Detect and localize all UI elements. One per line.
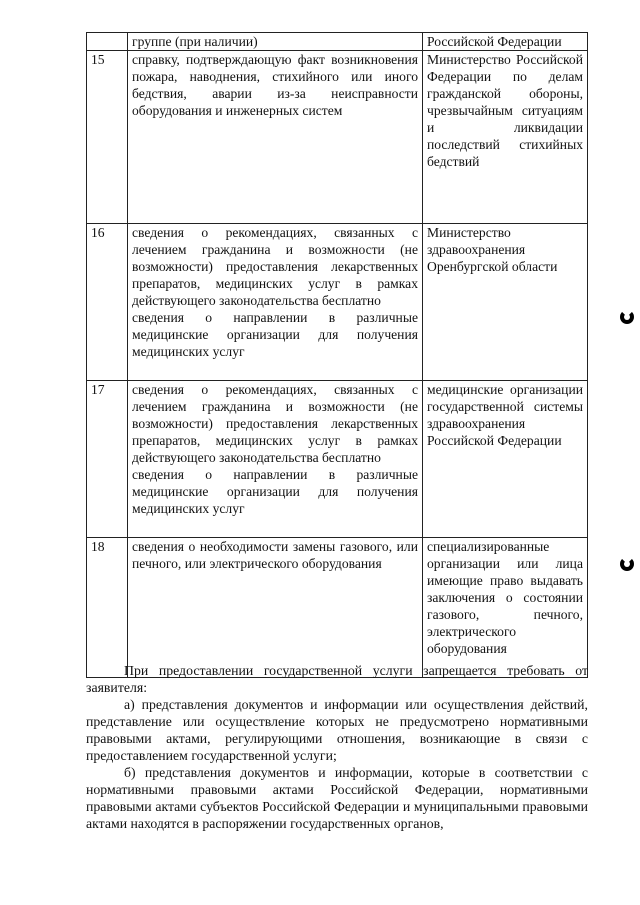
body-paragraph: б) представления документов и информации, которые в соответствии с нормативными правовыми актами Российской Федерации, нормативными правовыми актами субъектов Российской Федерации и муниципальными правовыми актами находятся в распоряжении государственных органов, (86, 765, 588, 831)
organization-text: Министерство Российской Федерации по делам гражданской обороны, чрезвычайным ситуациям и ликвидации последствий стихийных бедствий (427, 52, 583, 169)
table-header-row (87, 33, 588, 51)
header-num-cell (87, 33, 128, 51)
organization-text: специализированные организации или лица имеющие право выдавать заключения о состоянии газового, печного, электрического оборудования (427, 539, 583, 656)
body-paragraph: а) представления документов и информации или осуществления действий, представление или осуществление которых не предусмотрено нормативными правовыми актами, регулирующими отношения, возникающие в связи с предоставлением государственной услуги; (86, 697, 588, 763)
row-number: 17 (87, 381, 128, 538)
row-number: 15 (87, 51, 128, 224)
body-text (86, 662, 588, 832)
row-organization (423, 224, 588, 381)
row-organization (423, 538, 588, 678)
header-desc-cell: группе (при наличии) (128, 33, 423, 51)
row-description (128, 381, 423, 538)
table-row (87, 538, 588, 678)
description-paragraph: сведения о рекомендациях, связанных с лечением гражданина и возможности (не возможности) предоставления лекарственных препаратов, медицинских услуг в рамках действующего законодательства бесплатно (132, 382, 418, 465)
header-org-cell: Российской Федерации (423, 33, 588, 51)
organization-text: медицинские организации государственной системы здравоохранения Российской Федерации (427, 382, 583, 448)
description-paragraph: сведения о направлении в различные медицинские организации для получения медицинских услуг (132, 467, 418, 516)
description-paragraph: сведения о рекомендациях, связанных с лечением гражданина и возможности (не возможности) предоставления лекарственных препаратов, медицинских услуг в рамках действующего законодательства бесплатно (132, 225, 418, 308)
table-row (87, 381, 588, 538)
margin-mark (620, 310, 634, 324)
table-row (87, 224, 588, 381)
table-row (87, 51, 588, 224)
description-paragraph: справку, подтверждающую факт возникновения пожара, наводнения, стихийного или иного бедствия, аварии из-за неисправности оборудования и инженерных систем (132, 52, 418, 118)
row-organization (423, 381, 588, 538)
description-paragraph: сведения о необходимости замены газового, или печного, или электрического оборудования (132, 539, 418, 571)
row-description (128, 538, 423, 678)
description-paragraph: сведения о направлении в различные медицинские организации для получения медицинских услуг (132, 310, 418, 359)
row-number: 16 (87, 224, 128, 381)
row-organization (423, 51, 588, 224)
row-description (128, 224, 423, 381)
organization-text: Министерство здравоохранения Оренбургской области (427, 225, 558, 274)
margin-mark (620, 557, 634, 571)
services-table (86, 32, 588, 678)
body-paragraph: При предоставлении государственной услуги запрещается требовать от заявителя: (86, 663, 588, 695)
row-description (128, 51, 423, 224)
row-number: 18 (87, 538, 128, 678)
